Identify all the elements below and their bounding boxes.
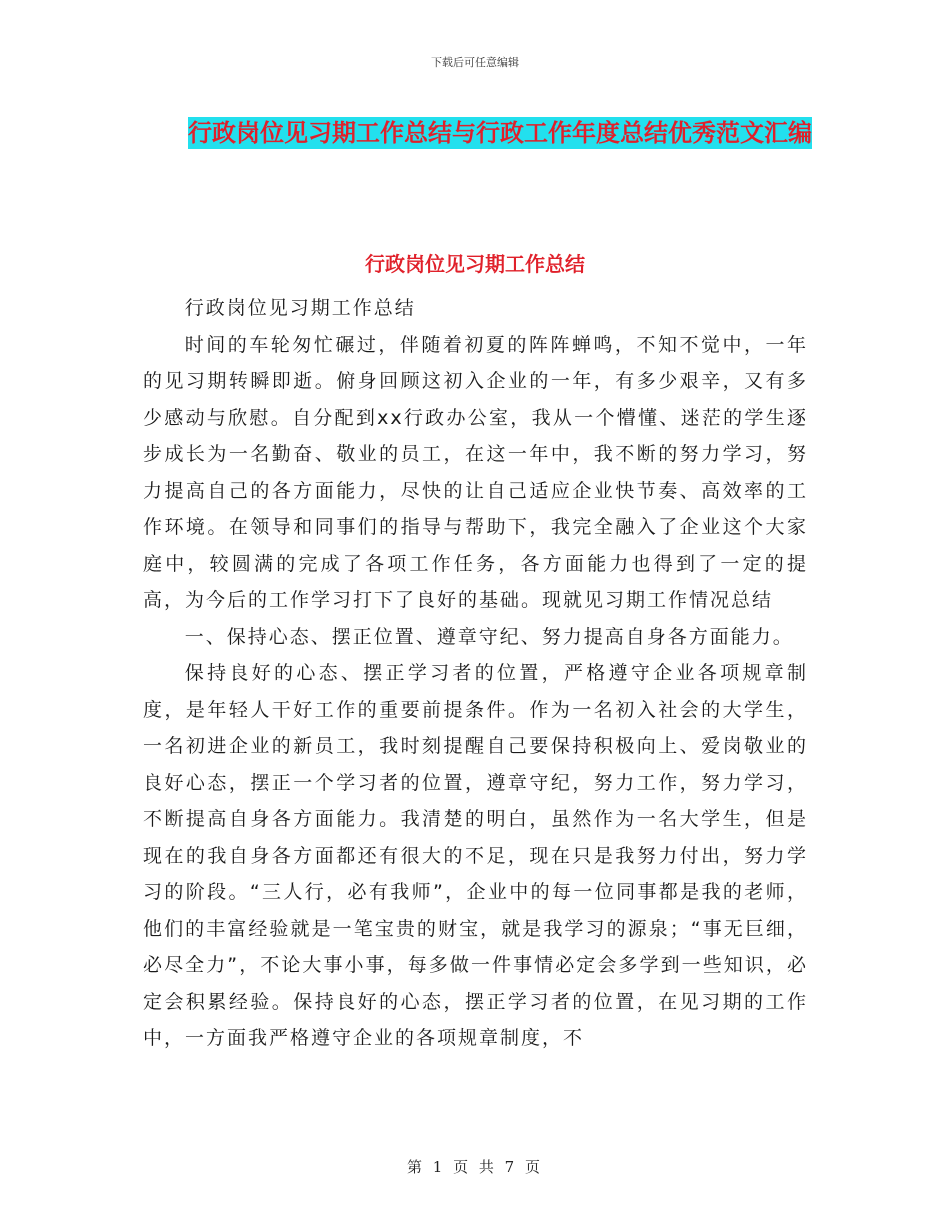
document-title-text: 行政岗位见习期工作总结与行政工作年度总结优秀范文汇编 xyxy=(188,119,812,147)
section-title: 行政岗位见习期工作总结 xyxy=(365,252,585,276)
document-body xyxy=(143,290,808,1057)
paragraph: 行政岗位见习期工作总结 xyxy=(184,297,416,319)
page-header-note: 下载后可任意编辑 xyxy=(431,56,519,69)
paragraph: 一、保持心态、摆正位置、遵章守纪、努力提高自身各方面能力。 xyxy=(184,625,794,648)
paragraph: 时间的车轮匆忙碾过，伴随着初夏的阵阵蝉鸣，不知不觉中，一年的见习期转瞬即逝。俯身回顾这初入企业的一年，有多少艰辛，又有多少感动与欣慰。自分配到xx行政办公室，我从一个懵懂、迷茫的学生逐步成长为一名勤奋、敬业的员工，在这一年中，我不断的努力学习，努力提高自己的各方面能力，尽快的让自己适应企业快节奏、高效率的工作环境。在领导和同事们的指导与帮助下，我完全融入了企业这个大家庭中，较圆满的完成了各项工作任务，各方面能力也得到了一定的提高，为今后的工作学习打下了良好的基础。现就见习期工作情况总结 xyxy=(143,333,808,611)
paragraph: 保持良好的心态、摆正学习者的位置，严格遵守企业各项规章制度，是年轻人干好工作的重要前提条件。作为一名初入社会的大学生，一名初进企业的新员工，我时刻提醒自己要保持积极向上、爱岗敬业的良好心态，摆正一个学习者的位置，遵章守纪，努力工作，努力学习，不断提高自身各方面能力。我清楚的明白，虽然作为一名大学生，但是现在的我自身各方面都还有很大的不足，现在只是我努力付出，努力学习的阶段。“三人行，必有我师”，企业中的每一位同事都是我的老师，他们的丰富经验就是一笔宝贵的财宝，就是我学习的源泉；“事无巨细，必尽全力”，不论大事小事，每多做一件事情必定会多学到一些知识，必定会积累经验。保持良好的心态，摆正学习者的位置，在见习期的工作中，一方面我严格遵守企业的各项规章制度，不 xyxy=(143,662,808,1049)
page-footer: 第 1 页 共 7 页 xyxy=(407,1158,543,1176)
document-title xyxy=(185,110,815,156)
